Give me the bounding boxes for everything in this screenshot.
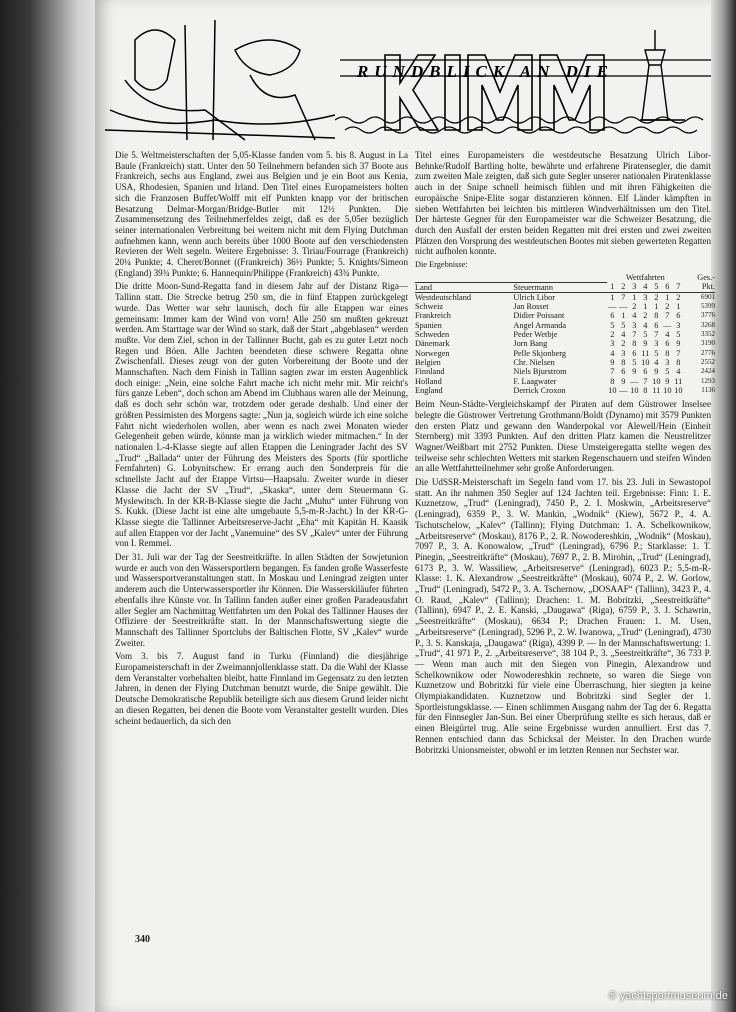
cell-race-7: 3 <box>676 320 681 330</box>
cell-race-4: 6 <box>643 367 648 377</box>
header-race-5: 5 <box>651 282 662 292</box>
cell-points: 6901 <box>701 292 715 301</box>
cell-race-3: 9 <box>632 367 637 377</box>
cell-points: 3190 <box>701 339 715 348</box>
cell-land: Westdeutschland <box>415 292 472 302</box>
table-row <box>415 339 715 348</box>
cell-points: 1293 <box>701 376 715 385</box>
cell-steuermann: F. Laagwater <box>513 376 557 386</box>
page-number: 340 <box>135 934 150 945</box>
cell-steuermann: Jan Rosset <box>513 302 549 312</box>
cell-race-5: 1 <box>654 302 659 312</box>
results-table-title: Die Ergebnisse: <box>415 260 468 270</box>
right-column <box>415 150 715 758</box>
cell-race-1: 6 <box>610 311 615 321</box>
sailor-hood <box>135 30 175 90</box>
cell-race-5: 5 <box>654 348 659 358</box>
table-row <box>415 302 715 311</box>
cell-race-6: 4 <box>665 330 670 340</box>
article-pirate-nine-cities: Beim Neun-Städte-Vergleichskampf der Piraten auf dem Güstrower Inselsee belegte die Güstrower Vertretung Grothmann/Boldt (Dynamo) mit 3579 Punkten den ersten Platz und gewann den Wanderpokal vor Alewell/Hein (Einheit Sternberg) mit 3393 Punkten. Auf den dritten Platz kamen die Neustrelitzer Wagner/Weißbart mit 2752 Punkten. Diese Umsteigeregatta stellte wegen des teilweise sehr schlechten Wetters mit starken Regenschauern und steifen Winden an alle Wettfahrtteilnehmer sehr große Anforderungen. <box>415 399 711 474</box>
cell-points: 2776 <box>701 348 715 357</box>
cell-race-7: 10 <box>674 385 683 395</box>
article-ussr-championship: Die UdSSR-Meisterschaft im Segeln fand vom 17. bis 23. Juli in Sewastopol statt. An ihr nahmen 350 Segler auf 124 Jachten teil. Ergebnisse: Finn: 1. E. Kuznetzow, „Trud“ (Leningrad), 7450 P., 2. I. Moskwin, „Arbeitsreserve“ (Leningrad), 6359 P., 3. W. Mankin, „Wodnik“ (Kiew), 5672 P., 4. A. Tschutschelow, „Kalev“ (Tallinn); Flying Dutchman: 1. A. Schelkownikow, „Arbeitsreserve“ (Moskau), 8176 P., 2. R. Nowodereshkin, „Wodnik“ (Moskau), 7097 P., 3. A. Konowalow, „Trud“ (Leningrad), 6796 P.; Starklasse: 1. T. Pinegin, „Seestreitkräfte“ (Moskau), 7697 P., 2. B. Mirohin, „Trud“ (Leningrad), 6173 P., 3. W. Wassiliew, „Arbeitsreserve“ (Leningrad), 6023 P.; 5,5-m-R-Klasse: 1. K. Alexandrow „Seestreitkräfte“ (Moskau), 6074 P., 2. W. Gorlow, „Trud“ (Leningrad), 5472 P., 3. A. Tschernow, „DOSAAF“ (Tallinn), 3423 P., 4. O. Raud, „Kalev“ (Tallinn); Drachen: 1. M. Bobritzki, „Seestreitkräfte“ (Tallinn), 6947 P., 2. E. Kanski, „Daugawa“ (Riga), 6759 P., 3. J. Schawrin, „Seestreitkräfte“ (Moskau), 6634 P.; Drachen Frauen: 1. M. Usen, „Arbeitsreserve“ (Leningrad), 5296 P., 2. W. Iwanowa, „Trud“ (Leningrad), 4730 P., 3. S. Kanskaja, „Daugawa“ (Riga), 4399 P. — In der Mannschaftswertung: 1. „Trud“, 41 971 P., 2. „Arbeitsreserve“, 38 104 P., 3. „Seestreitkräfte“, 36 733 P. — Wenn man auch mit den Siegen von Pinegin, Alexandrow und Schelkownikow oder Nowodereshkin rechnete, so waren die Siege von Kuznetzow und Bobritzki für viele eine Überraschung, hier siegten ja keine Olympiakandidaten. Kuznetzow und Bobritzki sind Segler der 1. Sportleistungsklasse. — Einen schlimmen Ausgang nahm der Tag der 6. Regatta für den Finnsegler Jan-Sun. Bei einer Überprüfung stellte es sich heraus, daß er einen Bleigürtel trug. Alle seine Ergebnisse wurden annulliert. Erst das 7. Rennen entschied dann das Schicksal der Meister. In den Drachen wurde Bobritzki Unionsmeister, obwohl er im letzten Rennen nur Sechster war. <box>415 477 711 755</box>
results-subheader-row <box>415 282 715 292</box>
table-row <box>415 321 715 330</box>
article-5-05-worlds: Die 5. Weltmeisterschaften der 5,05-Klasse fanden vom 5. bis 8. August in La Baule (Frankreich) statt. Unter den 50 Teilnehmern befanden sich 37 Boote aus Frankreich, sechs aus England, zwei aus Belgien und je ein Boot aus Kenia, USA, Rhodesien, Spanien und Irland. Den Titel eines Europameisters holten sich die Franzosen Buffet/Wolff mit elf Punkten knapp vor der britischen Besatzung Delmar-Morgan/Bridge-Butler mit 12½ Punkten. Die Zusammensetzung des Teilnehmerfeldes zeigt, daß es der 5,05er bezüglich seiner internationalen Verbreitung bei weitem nicht mit dem Flying Dutchman aufnehmen kann, wenn auch bereits über 1000 Boote auf den verschiedensten Revieren der Welt segeln. Weitere Ergebnisse: 3. Tiriau/Fourrage (Frankreich) 20¼ Punkte; 4. Cheret/Bonnet ((Frankreich) 36½ Punkte; 5. Knights/Simeon (England) 39¾ Punkte; 6. Hannequin/Philippe (Frankreich) 43¾ Punkte. <box>115 150 408 278</box>
cell-race-3: 1 <box>632 292 637 302</box>
sailor-cap <box>235 40 300 75</box>
cell-race-1: 8 <box>610 376 615 386</box>
cell-points: 2424 <box>701 367 715 376</box>
cell-land: Schweden <box>415 330 450 340</box>
cell-race-2: 1 <box>621 311 626 321</box>
header-ges: Ges.- <box>697 272 715 282</box>
cell-points: 2552 <box>701 357 715 366</box>
cell-steuermann: Niels Bjurstrom <box>513 367 567 377</box>
cell-race-3: 3 <box>632 320 637 330</box>
cell-race-1: 5 <box>610 320 615 330</box>
cell-race-4: 8 <box>643 385 648 395</box>
header-race-1: 1 <box>607 282 618 292</box>
cell-steuermann: Jorn Bang <box>513 339 548 349</box>
table-row <box>415 349 715 358</box>
header-race-6: 6 <box>662 282 673 292</box>
cell-race-6: 8 <box>665 348 670 358</box>
cell-race-4: 7 <box>643 376 648 386</box>
cell-race-3: 7 <box>632 330 637 340</box>
cell-race-6: 1 <box>665 292 670 302</box>
table-row <box>415 311 715 320</box>
cell-race-5: 9 <box>654 367 659 377</box>
cell-race-1: 3 <box>610 339 615 349</box>
cell-race-4: 5 <box>643 330 648 340</box>
results-body <box>415 292 715 395</box>
cell-steuermann: Chr. Nielsen <box>513 357 555 367</box>
table-row <box>415 292 715 302</box>
cell-race-4: 4 <box>643 320 648 330</box>
cell-steuermann: Didier Poissant <box>513 311 565 321</box>
cell-points: 3776 <box>701 311 715 320</box>
cell-race-2: — <box>619 302 628 312</box>
cell-race-6: 10 <box>663 385 672 395</box>
cell-race-7: 2 <box>676 292 681 302</box>
article-navy-day: Der 31. Juli war der Tag der Seestreitkräfte. In allen Städten der Sowjetunion wurde er auch von den Wassersportlern begangen. Es fanden große Wasserfeste und Wassersportveranstaltungen statt. In Moskau und Leningrad zeigten unter anderem auch die Unterwassersportler ihr Können. Die Wasserskiläufer führten ebenfalls ihre Künste vor. In Tallinn fanden außer einer großen Paradeausfahrt aller Segler am Nachmittag Wettfahrten um den Pokal des Tallinner Hauses der Offiziere der Seestreitkräfte statt. In der Mannschaftswertung siegte die Mannschaft des Tallinner Sportclubs der Baltischen Flotte, SV „Kalev“ wurde Zweiter. <box>115 552 408 648</box>
cell-race-5: 11 <box>652 385 661 395</box>
article-snipe-continued: Titel eines Europameisters die westdeutsche Besatzung Ulrich Libor-Behnke/Rudolf Bartling holte, bewährte und erfahrene Piratensegler, die damit zum zweiten Male zeigten, daß sich gute Segler unserer nationalen Piratenklasse auch in der Snipe schnell heimisch fühlen und mit ihren Fähigkeiten die europäische Snipe-Elite sogar distanzieren können. Elf Länder kämpften in sieben Wettfahrten bei leichten bis mittleren Windverhältnissen um den Titel. Der härteste Gegner für den Europameister war die Schweizer Besatzung, die durch den Ausfall der ersten beiden Regatten mit drei ersten und zwei zweiten Plätzen den Vorsprung des westdeutschen Bootes mit sieben gewerteten Regatten nicht aufholen konnte. <box>415 150 711 257</box>
header-steuermann: Steuermann <box>513 282 606 292</box>
cell-race-2: — <box>619 385 628 395</box>
cell-land: Finnland <box>415 367 445 377</box>
cell-race-3: 2 <box>632 302 637 312</box>
cell-land: Dänemark <box>415 339 450 349</box>
header-pkt: Pkt. <box>684 282 715 292</box>
cell-race-2: 5 <box>621 320 626 330</box>
cell-land: England <box>415 385 443 395</box>
results-header-row <box>415 273 715 282</box>
cell-race-4: 2 <box>643 311 648 321</box>
table-row <box>415 386 715 395</box>
cell-race-7: 4 <box>676 367 681 377</box>
cell-steuermann: Peder Wetbje <box>513 330 558 340</box>
cell-land: Belgien <box>415 357 441 367</box>
article-moon-sund: Die dritte Moon-Sund-Regatta fand in diesem Jahr auf der Distanz Riga—Tallinn statt. Die Strecke betrug 250 sm, die in fünf Etappen zurückgelegt wurde. Das Wetter war sehr launisch, doch für alle Etappen war eines gemeinsam: Immer kam der Wind von vorn! Alle 250 sm mußten gekreuzt werden. Am Starttage war der Wind so stark, daß der Start „abgeblasen“ werden mußte. Vor dem Ziel, schon in der Tallinner Bucht, gab es zu guter Letzt noch Regen und Böen. Alle Jachten beendeten diese schwere Regatta ohne Zwischenfall. Dieses zeugt von der guten Vorbereitung der Boote und der Mannschaften. Nach dem Finish in Tallinn sagten zwar im ersten Augenblick doch einige: „Nein, eine solche Fahrt mache ich nicht mehr mit. Mir reicht's fürs ganze Leben“, doch schon am Abend im Clubhaus waren alle der Meinung, daß es doch sehr schön war, trotzdem oder gerade deshalb. Und einer der größten Pessimisten des Morgens sagte: „Nun ja, sogleich würde ich eine solche Fahrt nicht wiederholen wollen, aber wenn es nach zwei Monaten wieder Gelegenheit geben würde, könnte man ja wirklich wieder mitmachen.“ In der nationalen L-4-Klasse siegte auf allen Etappen die Leningrader Jacht des SV „Trud“ „Ballada“ unter der Führung des Meisters des Sports (für sportliche Fernfahrten) G. Lobynitschew. Er errang auch den Sonderpreis für die schnellste Jacht auf der Etappe Virtsu—Haapsalu. Zweiter wurde in dieser Klasse die Jacht der SV „Trud“, „Skaska“, unter dem Steuermann G. Myslewitsch. In der KR-B-Klasse siegte die Jacht „Muhu“ unter Führung von S. Kukk. (Diese Jacht ist eine alte umgebaute 5,5-m-R-Jacht.) In der KR-G-Klasse siegte die Tallinner Arbeitsreserve-Jacht „Eha“ mit Kapitän H. Kaasik auf allen Etappen vor der Jacht „Vanemuine“ des SV „Kalev“ unter der Führung von I. Remmel. <box>115 281 408 549</box>
cell-points: 5399 <box>701 302 715 311</box>
cell-race-2: 4 <box>621 330 626 340</box>
table-row <box>415 367 715 376</box>
book-spine-shadow <box>0 0 100 1012</box>
cell-steuermann: Angel Armanda <box>513 320 567 330</box>
cell-race-5: 3 <box>654 339 659 349</box>
cell-race-4: 10 <box>641 357 650 367</box>
cell-race-6: 9 <box>665 376 670 386</box>
cell-race-4: 3 <box>643 292 648 302</box>
cell-race-7: 8 <box>676 357 681 367</box>
cell-race-4: 11 <box>641 348 650 358</box>
cell-race-7: 6 <box>676 311 681 321</box>
cell-race-3: 6 <box>632 348 637 358</box>
cell-land: Holland <box>415 376 442 386</box>
cell-race-5: 4 <box>654 357 659 367</box>
cell-race-6: 5 <box>665 367 670 377</box>
cell-race-5: 2 <box>654 292 659 302</box>
cell-points: 1136 <box>701 385 715 394</box>
header-title: RUNDBLICK AN DIE <box>357 62 614 81</box>
cell-land: Spanien <box>415 320 442 330</box>
cell-race-4: 1 <box>643 302 648 312</box>
table-row <box>415 330 715 339</box>
cell-race-7: 11 <box>674 376 683 386</box>
cell-race-3: — <box>630 376 639 386</box>
header-race-2: 2 <box>618 282 629 292</box>
cell-land: Frankreich <box>415 311 451 321</box>
cell-race-6: 3 <box>665 357 670 367</box>
cell-race-1: 10 <box>608 385 617 395</box>
table-row <box>415 358 715 367</box>
header-illustration <box>95 20 711 148</box>
page-edge-shadow <box>708 0 736 1012</box>
header-race-3: 3 <box>629 282 640 292</box>
cell-race-3: 8 <box>632 339 637 349</box>
magazine-page <box>95 0 715 1012</box>
tower-drawing <box>640 30 685 120</box>
cell-race-4: 9 <box>643 339 648 349</box>
left-column <box>115 150 408 729</box>
cell-land: Schweiz <box>415 302 444 312</box>
cell-race-7: 9 <box>676 339 681 349</box>
cell-race-5: 7 <box>654 330 659 340</box>
watermark: © yachtsportmuseum.de <box>608 990 728 1002</box>
cell-race-3: 5 <box>632 357 637 367</box>
cell-race-7: 1 <box>676 302 681 312</box>
cell-race-6: 6 <box>665 339 670 349</box>
cell-race-6: 2 <box>665 302 670 312</box>
cell-race-2: 6 <box>621 367 626 377</box>
article-snipe-euro: Vom 3. bis 7. August fand in Turku (Finnland) die diesjährige Europameisterschaft in der Zweimannjollenklasse statt. Da die Wahl der Klasse dem Veranstalter vorbehalten bleibt, hatte Finnland im Gegensatz zu den letzten Jahren, in denen der Flying Dutchman benutzt wurde, die Snipe gewählt. Die Deutsche Demokratische Republik beteiligte sich aus diesem Grund leider nicht an diesen Regatten, bei denen die Boote vom Veranstalter gestellt wurden. Dies scheint bedauerlich, da sich den <box>115 651 408 726</box>
cell-points: 3268 <box>701 320 715 329</box>
cell-race-2: 9 <box>621 376 626 386</box>
cell-race-2: 8 <box>621 357 626 367</box>
cell-race-5: 10 <box>652 376 661 386</box>
cell-race-1: 4 <box>610 348 615 358</box>
cell-points: 3352 <box>701 330 715 339</box>
cell-race-1: — <box>608 302 617 312</box>
header-race-7: 7 <box>673 282 684 292</box>
cell-race-6: 7 <box>665 311 670 321</box>
cell-steuermann: Ulrich Libor <box>513 292 556 302</box>
cell-race-2: 7 <box>621 292 626 302</box>
cell-race-3: 4 <box>632 311 637 321</box>
cell-steuermann: Derrick Croxon <box>513 385 566 395</box>
cell-race-1: 2 <box>610 330 615 340</box>
cell-race-1: 9 <box>610 357 615 367</box>
header-race-4: 4 <box>640 282 651 292</box>
cell-race-1: 1 <box>610 292 615 302</box>
cell-land: Norwegen <box>415 348 450 358</box>
cell-race-2: 3 <box>621 348 626 358</box>
cell-race-7: 7 <box>676 348 681 358</box>
results-table <box>415 273 715 395</box>
cell-steuermann: Pelle Skjonberg <box>513 348 566 358</box>
cell-race-2: 2 <box>621 339 626 349</box>
header-wettfahrten: Wettfahrten <box>625 272 665 282</box>
cell-race-6: — <box>663 320 672 330</box>
header-drawing <box>95 20 711 148</box>
table-row <box>415 377 715 386</box>
cell-race-3: 10 <box>630 385 639 395</box>
cell-race-5: 6 <box>654 320 659 330</box>
cell-race-7: 5 <box>676 330 681 340</box>
cell-race-1: 7 <box>610 367 615 377</box>
cell-race-5: 8 <box>654 311 659 321</box>
header-land: Land <box>415 282 513 292</box>
